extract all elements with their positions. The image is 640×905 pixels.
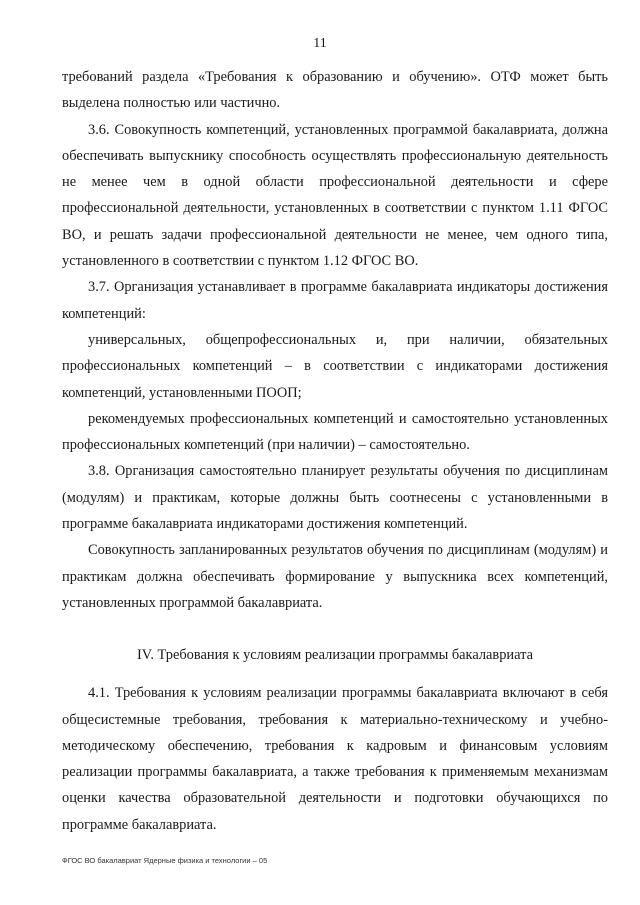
paragraph-3-7: 3.7. Организация устанавливает в программе бакалавриата индикаторы достижения компетенций: xyxy=(62,279,608,322)
paragraph-3-7-recommended: рекомендуемых профессиональных компетенций и самостоятельно установленных профессиональных компетенций (при наличии) – самостоятельно. xyxy=(62,410,608,454)
paragraph-continuation: требований раздела «Требования к образованию и обучению». ОТФ может быть выделена полностью или частично. xyxy=(62,69,608,112)
section-heading: IV. Требования к условиям реализации программы бакалавриата xyxy=(137,647,533,664)
paragraph-3-7-universal: универсальных, общепрофессиональных и, при наличии, обязательных профессиональных компетенций – в соответствии с индикаторами достижения компетенций, установленными ПООП; xyxy=(62,331,608,401)
paragraph-3-8-total: Совокупность запланированных результатов обучения по дисциплинам (модулям) и практикам должна обеспечивать формирование у выпускника всех компетенций, установленных программой бакалавриата. xyxy=(62,542,608,611)
paragraph-3-6: 3.6. Совокупность компетенций, установленных программой бакалавриата, должна обеспечивать выпускнику способность осуществлять профессиональную деятельность не менее чем в одной области профессиональной деятельности и сфере профессиональной деятельности, установленных в соответствии с пунктом 1.11 ФГОС ВО, и решать задачи профессиональной деятельности не менее, чем одного типа, установленного в соответствии с пунктом 1.12 ФГОС ВО. xyxy=(62,121,608,270)
paragraph-3-8: 3.8. Организация самостоятельно планирует результаты обучения по дисциплинам (модулям) и практикам, которые должны быть соотнесены с установленными в программе бакалавриата индикаторами достижения компетенций. xyxy=(62,463,608,533)
document-body xyxy=(62,64,608,838)
page-footer: ФГОС ВО бакалавриат Ядерные физика и технологии – 05 xyxy=(62,856,268,865)
paragraph-4-1: 4.1. Требования к условиям реализации программы бакалавриата включают в себя общесистемные требования, требования к материально-техническому и учебно-методическому обеспечению, требования к кадровым и финансовым условиям реализации программы бакалавриата, а также требования к применяемым механизмам оценки качества образовательной деятельности и подготовки обучающихся по программе бакалавриата. xyxy=(62,685,608,833)
page-number: 11 xyxy=(313,36,327,51)
